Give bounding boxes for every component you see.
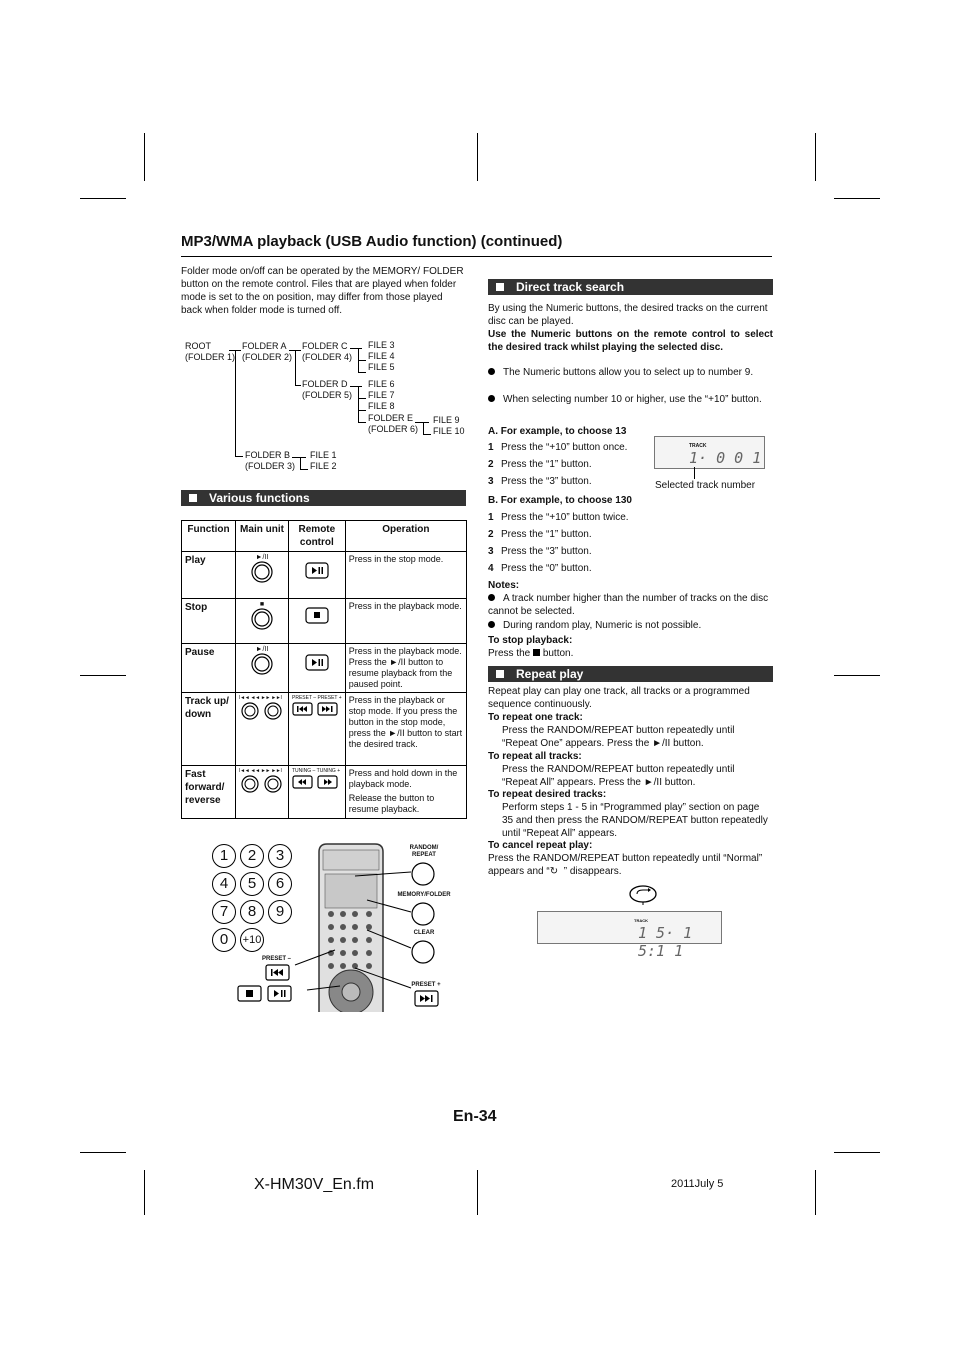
example-a-step-2: 2 Press the “1” button.: [488, 459, 592, 470]
crop-mark: [80, 1152, 126, 1153]
direct-track-search-heading: Direct track search: [488, 279, 773, 295]
tree-folder-e: FOLDER E (FOLDER 6): [368, 413, 419, 434]
table-row: Track up/ down I◄◄ ◄◄ ►► ►►I PRESET – PRESET + Press in the playback or stop mode. If you press the button in the stop mode, press the ►/II button to start the desired track.: [182, 693, 467, 766]
example-a-heading: A. For example, to choose 13: [488, 426, 627, 437]
play-pause-icon: ►/II: [643, 777, 662, 788]
crop-mark: [815, 133, 816, 181]
various-functions-heading: Various functions: [181, 490, 466, 506]
repeat-desired-heading: To repeat desired tracks:: [488, 789, 607, 800]
repeat-all-text: Press the RANDOM/REPEAT button repeatedly until “Repeat All” appears. Press the ►/II button.: [502, 764, 735, 788]
clear-label: CLEAR: [413, 930, 435, 936]
footer-filename: X-HM30V_En.fm: [254, 1176, 375, 1193]
tree-folder-d: FOLDER D (FOLDER 5): [302, 379, 353, 400]
repeat-indicator-icon: [628, 885, 658, 905]
crop-mark: [815, 1170, 816, 1215]
numeric-key-4[interactable]: 4: [212, 872, 236, 896]
numeric-key-7[interactable]: 7: [212, 900, 236, 924]
functions-table: [181, 520, 467, 819]
table-row: Stop ■ Press in the playback mode.: [182, 599, 467, 644]
stop-playback-text: Press the button.: [488, 648, 574, 659]
repeat-intro: Repeat play can play one track, all tracks or a programmed sequence continuously.: [488, 686, 750, 710]
numeric-key-5[interactable]: 5: [240, 872, 264, 896]
stop-remote-icon: [305, 607, 329, 625]
crop-mark: [80, 675, 126, 676]
tree-folder-a: FOLDER A (FOLDER 2): [242, 341, 293, 362]
direct-bullet-1: The Numeric buttons allow you to select up to number 9.: [488, 366, 773, 379]
example-a-step-1: 1 Press the “+10” button once.: [488, 442, 628, 453]
crop-mark: [80, 198, 126, 199]
random-repeat-button[interactable]: [411, 862, 435, 886]
crop-mark: [834, 1152, 880, 1153]
direct-instruction: Use the Numeric buttons on the remote control to select the desired track whilst playing the selected disc.: [488, 329, 773, 353]
fast-knobs-icon: [239, 774, 285, 794]
preset-minus-label: PRESET –: [262, 956, 292, 962]
repeat-all-heading: To repeat all tracks:: [488, 751, 582, 762]
stop-knob-icon: [251, 608, 273, 630]
example-b-step-2: 2 Press the “1” button.: [488, 529, 592, 540]
crop-mark: [144, 1170, 145, 1215]
example-b-step-3: 3 Press the “3” button.: [488, 546, 592, 557]
tree-files-b: FILE 1 FILE 2: [310, 450, 337, 471]
tree-folder-c: FOLDER C (FOLDER 4): [302, 341, 353, 362]
numeric-key-9[interactable]: 9: [268, 900, 292, 924]
tuning-buttons-icon: [292, 774, 338, 790]
example-b-step-1: 1 Press the “+10” button twice.: [488, 512, 629, 523]
repeat-one-text: Press the RANDOM/REPEAT button repeatedly until “Repeat One” appears. Press the ►/II button.: [502, 725, 735, 749]
numeric-key-3[interactable]: 3: [268, 844, 292, 868]
crop-mark: [144, 133, 145, 181]
crop-mark: [477, 1170, 478, 1215]
tree-files-e: FILE 9 FILE 10: [433, 415, 465, 436]
tree-root: ROOT (FOLDER 1): [185, 341, 236, 362]
play-pause-icon: ►/II: [652, 738, 671, 749]
col-operation: Operation: [345, 521, 466, 552]
tree-folder-b: FOLDER B (FOLDER 3): [245, 450, 296, 471]
clear-button[interactable]: [411, 940, 435, 964]
crop-mark: [834, 198, 880, 199]
col-main-unit: Main unit: [236, 521, 289, 552]
table-row: Pause ►/II Press in the playback mode. Press the ►/II button to resume playback from the paused point.: [182, 644, 467, 693]
play-pause-knob-icon: [251, 561, 273, 583]
numeric-key-0[interactable]: 0: [212, 928, 236, 952]
numeric-key-1[interactable]: 1: [212, 844, 236, 868]
play-pause-remote-icon: [305, 562, 329, 580]
numeric-key-2[interactable]: 2: [240, 844, 264, 868]
crop-mark: [477, 133, 478, 181]
random-repeat-label: RANDOM/ REPEAT: [409, 845, 439, 858]
stop-playback-heading: To stop playback:: [488, 635, 573, 646]
direct-bullet-2: When selecting number 10 or higher, use the “+10” button.: [488, 393, 773, 406]
numeric-key-8[interactable]: 8: [240, 900, 264, 924]
repeat-play-heading: Repeat play: [488, 666, 773, 682]
cancel-repeat-text: Press the RANDOM/REPEAT button repeatedly until “Normal” appears and “↻ ” disappears.: [488, 853, 763, 877]
cancel-repeat-heading: To cancel repeat play:: [488, 840, 593, 851]
preset-plus-button[interactable]: [414, 990, 440, 1008]
pause-remote-icon: [305, 654, 329, 672]
tree-files-d: FILE 6 FILE 7 FILE 8: [368, 379, 395, 411]
stop-icon: [533, 649, 540, 656]
page-title: MP3/WMA playback (USB Audio function) (continued): [181, 233, 563, 250]
track-lcd-display: TRACK 1· 0 0 1: [654, 436, 765, 469]
repeat-one-heading: To repeat one track:: [488, 712, 583, 723]
lcd-pointer: [694, 467, 695, 479]
note-2: During random play, Numeric is not possible.: [488, 619, 773, 632]
example-b-step-4: 4 Press the “0” button.: [488, 563, 592, 574]
example-b-heading: B. For example, to choose 130: [488, 495, 632, 506]
col-remote-control: Remote control: [289, 521, 346, 552]
stop-button[interactable]: [237, 985, 263, 1003]
page-number: En-34: [453, 1108, 497, 1125]
preset-buttons-icon: [292, 701, 338, 717]
notes-heading: Notes:: [488, 580, 520, 591]
repeat-lcd-display: TRACK 1 5· 1 5:1 1: [537, 911, 722, 944]
numeric-key-6[interactable]: 6: [268, 872, 292, 896]
skip-knobs-icon: [239, 701, 285, 721]
repeat-desired-text: Perform steps 1 - 5 in “Programmed play” section on page 35 and then press the RANDOM/REPEAT button repeatedly until “Repeat All” appears.: [502, 802, 768, 839]
intro-paragraph: Folder mode on/off can be operated by the MEMORY/ FOLDER button on the remote control. Files that are played when folder mode is set to the on position, may differ from those played back when folder mode is turned off.: [181, 266, 464, 316]
col-function: Function: [182, 521, 236, 552]
table-row: Play ►/II Press in the stop mode.: [182, 552, 467, 599]
crop-mark: [834, 675, 880, 676]
table-row: Fast forward/ reverse I◄◄ ◄◄ ►► ►►I TUNING – TUNING + Press and hold down in the playback mode. Release the button to resume playback.: [182, 766, 467, 819]
title-rule: [181, 256, 772, 257]
tree-files-c: FILE 3 FILE 4 FILE 5: [368, 340, 395, 372]
example-a-step-3: 3 Press the “3” button.: [488, 476, 592, 487]
direct-intro: By using the Numeric buttons, the desired tracks on the current disc can be played.: [488, 303, 768, 327]
footer-date: 2011July 5: [671, 1178, 724, 1190]
preset-plus-label: PRESET +: [411, 982, 441, 988]
note-1: A track number higher than the number of tracks on the disc cannot be selected.: [488, 593, 769, 617]
lcd-caption: Selected track number: [655, 480, 756, 491]
plus10-key[interactable]: +10: [240, 928, 264, 952]
memory-folder-label: MEMORY/FOLDER: [397, 892, 451, 898]
memory-folder-button[interactable]: [411, 902, 435, 926]
repeat-icon: ↻: [549, 866, 559, 877]
pause-knob-icon: [251, 653, 273, 675]
